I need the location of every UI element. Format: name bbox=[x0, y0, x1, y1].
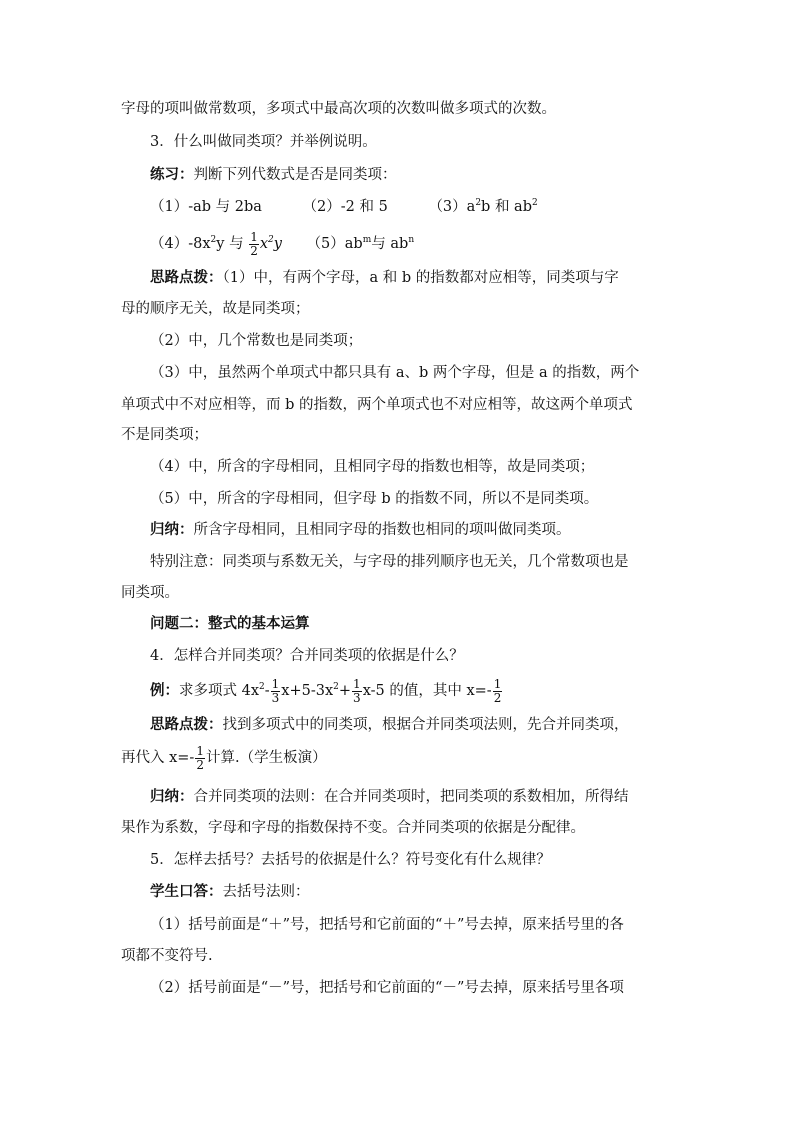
exercise-row-2 bbox=[150, 229, 710, 259]
text-line bbox=[121, 583, 681, 603]
hint-label: 思路点拨： bbox=[150, 269, 223, 286]
question-4 bbox=[150, 646, 710, 666]
question-5 bbox=[150, 850, 710, 870]
text-line bbox=[121, 99, 681, 119]
special-note bbox=[150, 552, 710, 572]
note-text: 同类项。 bbox=[121, 585, 179, 601]
exercise-item-4: $(4)-8x^2y$ 与 $\frac{1}{2}$ $x^2y$ bbox=[150, 229, 282, 258]
hint-6 bbox=[150, 715, 710, 735]
text-line bbox=[121, 818, 681, 838]
hint-text: （2）中，几个常数也是同类项； bbox=[150, 333, 363, 349]
text-line bbox=[121, 395, 681, 415]
hint-text: 找到多项式中的同类项，根据合并同类项法则，先合并同类项， bbox=[222, 717, 629, 733]
summary-text: 所含字母相同，且相同字母的指数也相同的项叫做同类项。 bbox=[193, 522, 571, 538]
note-text: 特别注意：同类项与系数无关，与字母的排列顺序也无关，几个常数项也是 bbox=[150, 554, 629, 570]
hint-5 bbox=[150, 489, 710, 509]
paragraph-text: 字母的项叫做常数项，多项式中最高次项的次数叫做多项式的次数。 bbox=[121, 101, 556, 117]
summary-text: 果作为系数，字母和字母的指数保持不变。合并同类项的依据是分配律。 bbox=[121, 820, 585, 836]
exercise-item-2: （2）-2 和 5 bbox=[302, 199, 388, 215]
rule-text: （2）括号前面是“－”号，把括号和它前面的“－”号去掉，原来括号里各项 bbox=[150, 980, 624, 996]
section-heading bbox=[150, 614, 710, 634]
exercise-item-3: $(3)a^2b$ 和 $ab^2$ bbox=[428, 198, 538, 215]
rule-text: （1）括号前面是“＋”号，把括号和它前面的“＋”号去掉，原来括号里的各 bbox=[150, 917, 624, 933]
question-text: 4．怎样合并同类项？合并同类项的依据是什么？ bbox=[150, 648, 464, 664]
hint-text: 再代入 x=- bbox=[121, 750, 195, 766]
text-line bbox=[121, 299, 681, 319]
fraction-one-third: $\frac{1}{3}$ bbox=[353, 676, 361, 705]
exercise-text: 判断下列代数式是否是同类项： bbox=[193, 167, 397, 183]
fraction-one-third: $\frac{1}{3}$ bbox=[271, 676, 280, 705]
summary-1 bbox=[150, 520, 710, 540]
summary-label: 归纳： bbox=[150, 521, 194, 538]
example: 例：求多项式 $4x^2-$ $\frac{1}{3}$ $x+5-3x^2+$ $\frac{1}{3}$ x-5 的值，其中 x=- $\frac{1}{2}$ bbox=[150, 676, 502, 705]
exercise-item-1: （1）-ab 与 2ba bbox=[150, 199, 262, 215]
oral-label: 学生口答： bbox=[150, 883, 223, 900]
oral-answer bbox=[150, 882, 710, 902]
oral-text: 去括号法则： bbox=[222, 884, 310, 900]
hint-3 bbox=[150, 363, 710, 383]
hint-text: 单项式中不对应相等，而 b 的指数，两个单项式也不对应相等，故这两个单项式 bbox=[121, 397, 633, 413]
hint-label: 思路点拨： bbox=[150, 716, 223, 733]
rule-1 bbox=[150, 915, 710, 935]
hint-2 bbox=[150, 331, 710, 351]
hint-text: 不是同类项； bbox=[121, 427, 208, 443]
hint-text: 母的顺序无关，故是同类项； bbox=[121, 301, 310, 317]
hint-text: （5）中，所含的字母相同，但字母 b 的指数不同，所以不是同类项。 bbox=[150, 491, 599, 507]
hint-4 bbox=[150, 457, 710, 477]
text-line bbox=[121, 741, 681, 775]
hint-text: 计算.（学生板演） bbox=[205, 750, 327, 766]
rule-text: 项都不变符号. bbox=[121, 948, 213, 964]
rule-2 bbox=[150, 978, 710, 998]
example-label: 例： bbox=[150, 682, 179, 699]
hint-text: （4）中，所含的字母相同，且相同字母的指数也相等，故是同类项； bbox=[150, 459, 595, 475]
question-text: 5．怎样去括号？去括号的依据是什么？符号变化有什么规律？ bbox=[150, 852, 551, 868]
fraction-one-half: $\frac{1}{2}$ bbox=[493, 676, 502, 705]
summary-label: 归纳： bbox=[150, 788, 194, 805]
exercise-heading bbox=[150, 165, 710, 185]
example-text: 求多项式 4x bbox=[179, 683, 260, 699]
question-text: 3．什么叫做同类项？并举例说明。 bbox=[150, 134, 377, 150]
summary-2 bbox=[150, 787, 710, 807]
exercise-row-1 bbox=[150, 197, 710, 217]
summary-text: 合并同类项的法则：在合并同类项时，把同类项的系数相加，所得结 bbox=[193, 789, 629, 805]
text-line bbox=[121, 425, 681, 445]
hint-1 bbox=[150, 268, 710, 288]
fraction-one-half: $\frac{1}{2}$ bbox=[196, 743, 204, 772]
exercise-label: 练习： bbox=[150, 166, 194, 183]
fraction-one-half: $\frac{1}{2}$ bbox=[250, 229, 258, 258]
question-3 bbox=[150, 132, 710, 152]
hint-text: （3）中，虽然两个单项式中都只具有 a、b 两个字母，但是 a 的指数，两个 bbox=[150, 365, 640, 381]
exercise-item-5: $(5)ab^m$与 $ab^n$ bbox=[306, 235, 415, 252]
hint-text: （1）中，有两个字母，a 和 b 的指数都对应相等，同类项与字 bbox=[222, 270, 619, 286]
section-title: 问题二：整式的基本运算 bbox=[150, 615, 310, 632]
text-line bbox=[121, 946, 681, 966]
